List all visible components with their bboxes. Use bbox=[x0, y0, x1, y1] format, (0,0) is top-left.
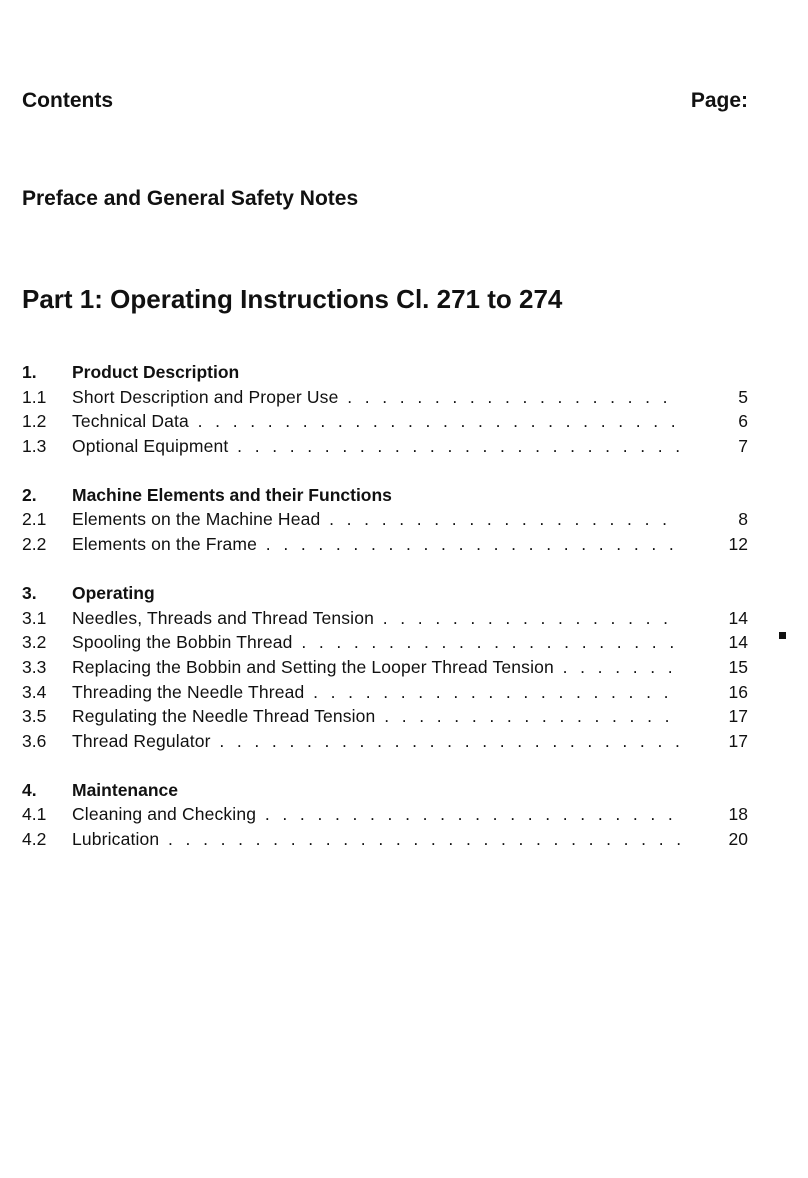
section-number: 2. bbox=[22, 484, 37, 505]
section-heading bbox=[22, 360, 748, 385]
toc-section-3 bbox=[22, 581, 748, 753]
section-heading bbox=[22, 778, 748, 803]
entry-page: 15 bbox=[728, 656, 748, 677]
entry-title: Regulating the Needle Thread Tension . . . bbox=[72, 704, 680, 729]
table-of-contents bbox=[22, 360, 748, 876]
toc-entry bbox=[22, 409, 748, 434]
contents-title: Contents bbox=[22, 89, 113, 112]
toc-section-4 bbox=[22, 778, 748, 852]
entry-number: 4.1 bbox=[22, 804, 47, 825]
entry-number: 3.5 bbox=[22, 706, 47, 727]
preface-heading: Preface and General Safety Notes bbox=[22, 187, 359, 210]
toc-entry bbox=[22, 532, 748, 557]
section-heading bbox=[22, 483, 748, 508]
entry-number: 2.2 bbox=[22, 534, 47, 555]
entry-title: Technical Data . . . bbox=[72, 409, 680, 434]
section-heading bbox=[22, 581, 748, 606]
entry-number: 3.4 bbox=[22, 681, 47, 702]
toc-entry bbox=[22, 680, 748, 705]
section-number: 3. bbox=[22, 583, 37, 604]
entry-number: 1.2 bbox=[22, 411, 47, 432]
entry-title: Optional Equipment . . . bbox=[72, 434, 680, 459]
entry-title: Replacing the Bobbin and Setting the Looper Thread Tension . . . bbox=[72, 655, 680, 680]
entry-number: 3.1 bbox=[22, 607, 47, 628]
entry-title: Short Description and Proper Use . . . bbox=[72, 385, 680, 410]
toc-entry bbox=[22, 606, 748, 631]
toc-section-1 bbox=[22, 360, 748, 458]
entry-number: 1.1 bbox=[22, 386, 47, 407]
entry-title: Threading the Needle Thread . . . bbox=[72, 680, 680, 705]
entry-page: 16 bbox=[728, 681, 748, 702]
entry-page: 6 bbox=[738, 411, 748, 432]
entry-page: 12 bbox=[728, 534, 748, 555]
entry-page: 8 bbox=[738, 509, 748, 530]
entry-page: 7 bbox=[738, 435, 748, 456]
toc-entry bbox=[22, 802, 748, 827]
section-title: Machine Elements and their Functions bbox=[72, 484, 392, 505]
entry-page: 20 bbox=[728, 829, 748, 849]
toc-entry bbox=[22, 827, 748, 852]
section-number: 4. bbox=[22, 779, 37, 800]
toc-entry bbox=[22, 630, 748, 655]
entry-title: Lubrication . . . bbox=[72, 827, 680, 852]
toc-entry bbox=[22, 729, 748, 754]
toc-entry bbox=[22, 385, 748, 410]
entry-title: Cleaning and Checking . . . bbox=[72, 802, 680, 827]
entry-page: 18 bbox=[728, 804, 748, 825]
entry-number: 3.2 bbox=[22, 632, 47, 653]
entry-number: 1.3 bbox=[22, 435, 47, 456]
entry-number: 4.2 bbox=[22, 829, 47, 849]
entry-number: 3.6 bbox=[22, 730, 47, 751]
toc-entry bbox=[22, 434, 748, 459]
entry-page: 14 bbox=[728, 607, 748, 628]
entry-title: Needles, Threads and Thread Tension . . . bbox=[72, 606, 680, 631]
section-title: Operating bbox=[72, 583, 155, 604]
section-title: Maintenance bbox=[72, 779, 178, 800]
toc-entry bbox=[22, 704, 748, 729]
contents-header bbox=[22, 89, 748, 117]
entry-page: 14 bbox=[728, 632, 748, 653]
page-column-label: Page: bbox=[690, 89, 748, 112]
entry-title: Spooling the Bobbin Thread . . . bbox=[72, 630, 680, 655]
toc-entry bbox=[22, 655, 748, 680]
section-title: Product Description bbox=[72, 362, 240, 382]
part-title: Part 1: Operating Instructions Cl. 271 to 274 bbox=[22, 284, 563, 314]
entry-page: 17 bbox=[728, 706, 748, 727]
entry-page: 5 bbox=[738, 386, 748, 407]
entry-page: 17 bbox=[728, 730, 748, 751]
toc-section-2 bbox=[22, 483, 748, 557]
entry-title: Thread Regulator . . . bbox=[72, 729, 680, 754]
change-bar-marker bbox=[779, 632, 786, 639]
entry-number: 2.1 bbox=[22, 509, 47, 530]
entry-title: Elements on the Frame . . . bbox=[72, 532, 680, 557]
entry-title: Elements on the Machine Head . . . bbox=[72, 507, 680, 532]
entry-number: 3.3 bbox=[22, 656, 47, 677]
toc-entry bbox=[22, 507, 748, 532]
section-number: 1. bbox=[22, 362, 37, 382]
